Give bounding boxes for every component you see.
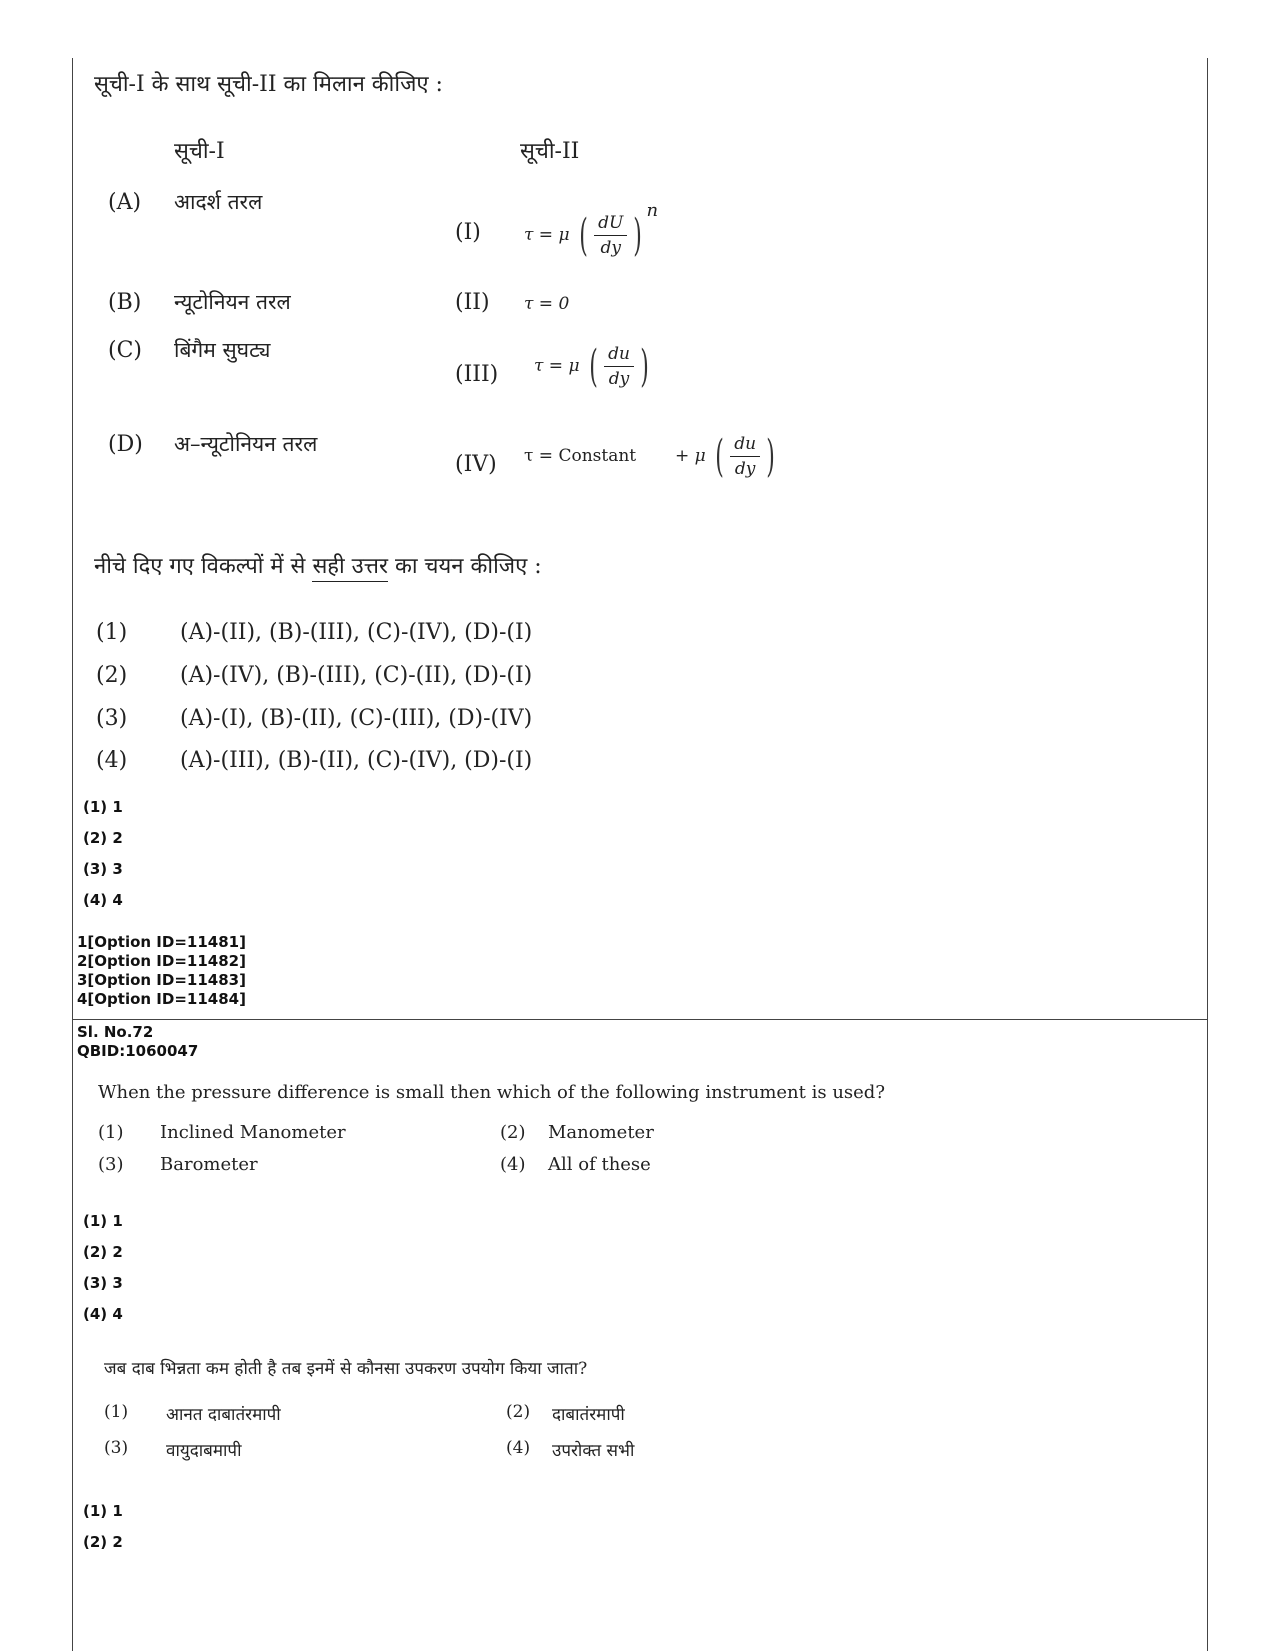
option-id-3: 3[Option ID=11483]: [77, 971, 246, 989]
list1-label-b: (B): [108, 290, 142, 315]
q72-hi-option-1-text: आनत दाबातंरमापी: [166, 1405, 281, 1425]
q72-en-option-2-num: (2): [500, 1122, 526, 1143]
q72-answer-choice-3[interactable]: (3) 3: [83, 1274, 123, 1292]
list2-label-ii: (II): [455, 290, 490, 315]
sl-no: Sl. No.72: [77, 1023, 154, 1041]
list2-formula-iii: τ = μ ( $\frac{du}{dy}$ ): [534, 340, 649, 392]
formula-iii-num: du: [604, 344, 634, 367]
q71-option-4-text: (A)-(III), (B)-(II), (C)-(IV), (D)-(I): [180, 748, 533, 773]
q71-answer-choice-3[interactable]: (3) 3: [83, 860, 123, 878]
prompt-post: का चयन कीजिए :: [394, 554, 542, 579]
list2-formula-iv: τ = Constant + μ ( $\frac{du}{dy}$ ): [524, 430, 775, 482]
formula-i-num: dU: [594, 213, 627, 236]
option-id-2: 2[Option ID=11482]: [77, 952, 246, 970]
question-separator: [72, 1019, 1208, 1020]
list1-header: सूची-I: [174, 139, 225, 164]
list1-item-b: न्यूटोनियन तरल: [174, 290, 291, 314]
list2-header: सूची-II: [520, 139, 580, 164]
list2-formula-i: τ = μ ( $\frac{dU}{dy}$ ) n: [524, 200, 659, 261]
formula-iii-den: dy: [608, 369, 630, 389]
q71-answer-choice-2[interactable]: (2) 2: [83, 829, 123, 847]
list1-label-c: (C): [108, 338, 142, 363]
formula-iv-num: du: [730, 434, 760, 457]
q72-en-option-1-num: (1): [98, 1122, 124, 1143]
formula-i-den: dy: [600, 238, 621, 258]
q72-en-option-2-text: Manometer: [548, 1122, 654, 1143]
option-id-4: 4[Option ID=11484]: [77, 990, 246, 1008]
q72-hi-option-4-text: उपरोक्त सभी: [552, 1441, 635, 1461]
list2-label-i: (I): [455, 220, 481, 245]
list1-label-d: (D): [108, 432, 143, 457]
formula-i-lhs: τ = μ: [524, 225, 570, 245]
formula-i-exponent: n: [646, 200, 659, 221]
qbid: QBID:1060047: [77, 1042, 199, 1060]
q71-option-2-num: (2): [96, 663, 128, 688]
q71-option-1-num: (1): [96, 620, 128, 645]
q72-hi-option-2-num: (2): [506, 1402, 531, 1422]
prompt-pre: नीचे दिए गए विकल्पों में से: [94, 554, 306, 579]
q72-hi-option-2-text: दाबातंरमापी: [552, 1405, 625, 1425]
q71-option-3-num: (3): [96, 706, 128, 731]
q72-question-hi: जब दाब भिन्नता कम होती है तब इनमें से कौनसा उपकरण उपयोग किया जाता?: [104, 1359, 588, 1379]
q72-en-option-4-text: All of these: [548, 1154, 651, 1175]
page-left-border: [72, 58, 73, 1651]
q72-hi-option-3-text: वायुदाबमापी: [166, 1441, 242, 1461]
q72-hi-option-4-num: (4): [506, 1438, 531, 1458]
q71-option-1-text: (A)-(II), (B)-(III), (C)-(IV), (D)-(I): [180, 620, 533, 645]
q72-answer-choice-1[interactable]: (1) 1: [83, 1212, 123, 1230]
q71-answer-choice-1[interactable]: (1) 1: [83, 798, 123, 816]
list2-formula-ii: τ = 0: [524, 294, 570, 314]
q72-hi-option-1-num: (1): [104, 1402, 129, 1422]
q71-title: सूची-I के साथ सूची-II का मिलान कीजिए :: [94, 72, 443, 97]
page-right-border: [1207, 58, 1208, 1651]
formula-iv-den: dy: [734, 459, 756, 479]
q72-en-option-3-num: (3): [98, 1154, 124, 1175]
q72-answer-choice-4[interactable]: (4) 4: [83, 1305, 123, 1323]
q72-hi-answer-choice-2[interactable]: (2) 2: [83, 1533, 123, 1551]
formula-iii-lhs: τ = μ: [534, 356, 580, 376]
list1-item-a: आदर्श तरल: [174, 190, 263, 214]
q72-en-option-4-num: (4): [500, 1154, 526, 1175]
q72-en-option-1-text: Inclined Manometer: [160, 1122, 346, 1143]
list1-label-a: (A): [108, 190, 142, 215]
q71-option-4-num: (4): [96, 748, 128, 773]
q72-en-option-3-text: Barometer: [160, 1154, 258, 1175]
q71-option-2-text: (A)-(IV), (B)-(III), (C)-(II), (D)-(I): [180, 663, 533, 688]
option-id-1: 1[Option ID=11481]: [77, 933, 246, 951]
q72-hi-answer-choice-1[interactable]: (1) 1: [83, 1502, 123, 1520]
q71-answer-choice-4[interactable]: (4) 4: [83, 891, 123, 909]
formula-iv-mid: + μ: [674, 446, 706, 466]
q71-option-3-text: (A)-(I), (B)-(II), (C)-(III), (D)-(IV): [180, 706, 533, 731]
list1-item-c: बिंगैम सुघट्य: [174, 338, 271, 362]
formula-iv-lhs: τ = Constant: [524, 446, 637, 466]
list2-label-iv: (IV): [455, 452, 497, 477]
q71-prompt: [94, 550, 542, 580]
prompt-underlined: सही उत्तर: [312, 554, 388, 582]
list1-item-d: अ–न्यूटोनियन तरल: [174, 432, 318, 456]
q72-hi-option-3-num: (3): [104, 1438, 129, 1458]
q72-question-en: When the pressure difference is small then which of the following instrument is used?: [98, 1082, 885, 1103]
q72-answer-choice-2[interactable]: (2) 2: [83, 1243, 123, 1261]
list2-label-iii: (III): [455, 362, 499, 387]
